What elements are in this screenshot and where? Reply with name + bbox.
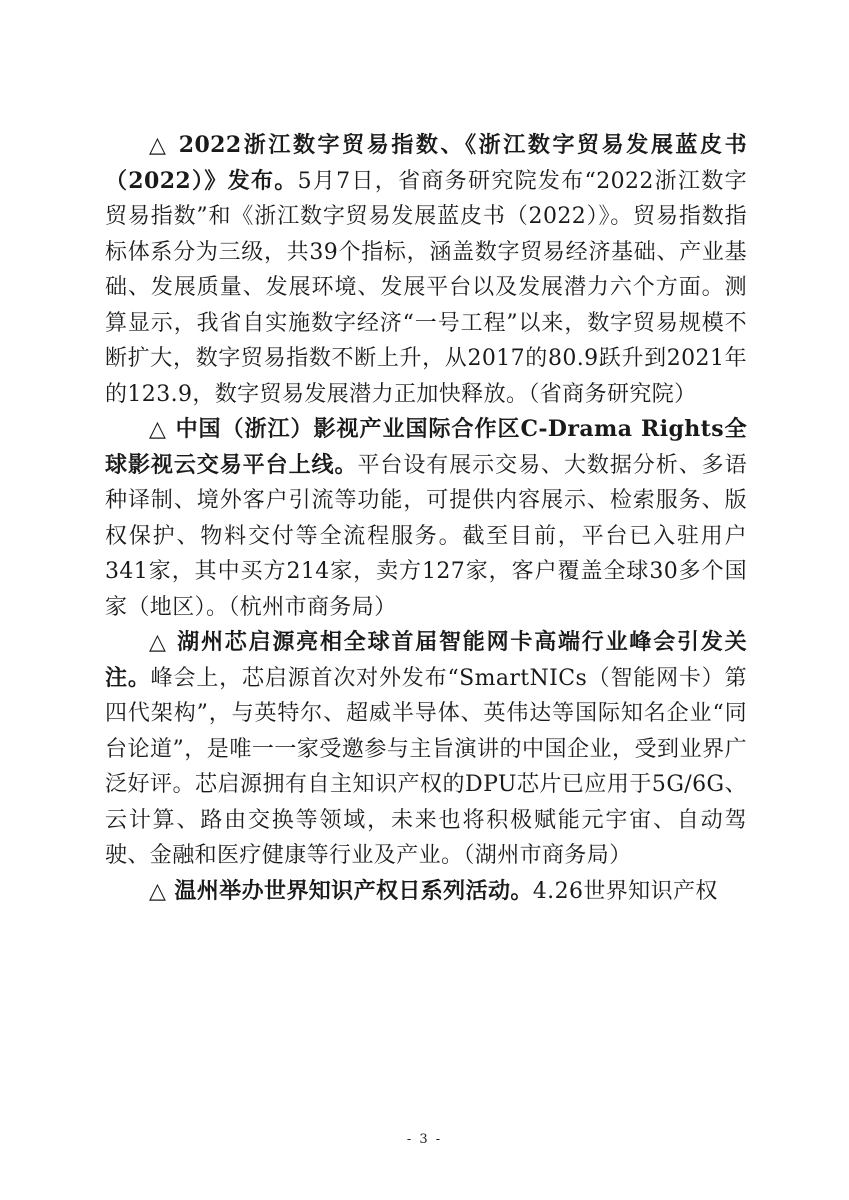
news-item-3 bbox=[105, 625, 747, 874]
news-item-4 bbox=[105, 874, 747, 910]
news-item-text: 峰会上，芯启源首次对外发布“SmartNICs（智能网卡）第四代架构”，与英特尔、超威半导体、英伟达等国际知名企业“同台论道”，是唯一一家受邀参与主旨演讲的中国企业，受到业界广泛好评。芯启源拥有自主知识产权的DPU芯片已应用于5G/6G、云计算、路由交换等领域，未来也将积极赋能元宇宙、自动驾驶、金融和医疗健康等行业及产业。（湖州市商务局） bbox=[105, 665, 747, 868]
news-item-text: 5月7日，省商务研究院发布“2022浙江数字贸易指数”和《浙江数字贸易发展蓝皮书（2022）》。贸易指数指标体系分为三级，共39个指标，涵盖数字贸易经济基础、产业基础、发展质量、发展环境、发展平台以及发展潜力六个方面。测算显示，我省自实施数字经济“一号工程”以来，数字贸易规模不断扩大，数字贸易指数不断上升，从2017的80.9跃升到2021年的123.9，数字贸易发展潜力正加快释放。（省商务研究院） bbox=[105, 168, 748, 407]
news-item-headline: △ 湖州芯启源亮相全球首届智能网卡高端行业峰会引发关注。 bbox=[105, 629, 747, 691]
news-item-text: 平台设有展示交易、大数据分析、多语种译制、境外客户引流等功能，可提供内容展示、检索服务、版权保护、物料交付等全流程服务。截至目前，平台已入驻用户341家，其中买方214家，卖方127家，客户覆盖全球30多个国家（地区）。（杭州市商务局） bbox=[105, 452, 747, 620]
document-body bbox=[105, 128, 747, 909]
news-item-headline: △ 2022浙江数字贸易指数、《浙江数字贸易发展蓝皮书（2022）》发布。 bbox=[105, 132, 747, 194]
news-item-2 bbox=[105, 412, 747, 625]
page-number: - 3 - bbox=[406, 1132, 443, 1147]
news-item-1 bbox=[105, 128, 747, 412]
news-item-text: 4.26世界知识产权 bbox=[532, 878, 718, 904]
news-item-headline: △ 温州举办世界知识产权日系列活动。 bbox=[149, 877, 533, 904]
news-item-headline: △ 中国（浙江）影视产业国际合作区C-Drama Rights全球影视云交易平台上线。 bbox=[105, 416, 747, 478]
